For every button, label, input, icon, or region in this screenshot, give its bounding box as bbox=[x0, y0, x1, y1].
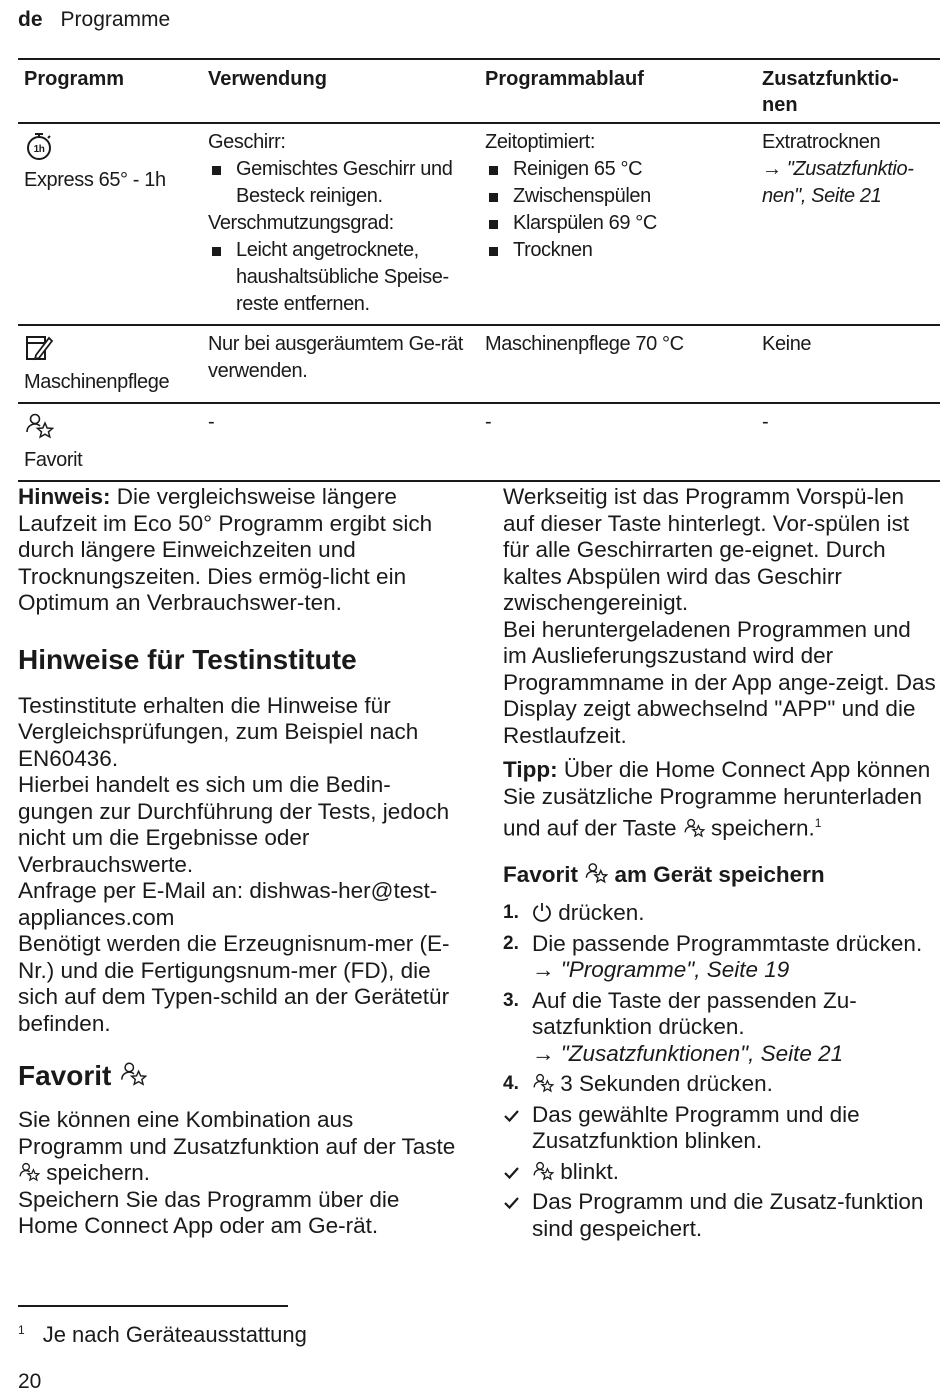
note-label: Hinweis: bbox=[18, 484, 111, 509]
step-number: 4. bbox=[503, 1073, 519, 1094]
cross-reference-link[interactable]: → "Zusatzfunktionen", Seite 21 bbox=[532, 1040, 844, 1066]
checkmark-icon bbox=[503, 1159, 521, 1185]
table-row bbox=[18, 403, 940, 481]
result-text: Das gewählte Programm und die Zusatzfunktion blinken. bbox=[532, 1101, 860, 1153]
heading-favorite-text: Favorit bbox=[18, 1060, 112, 1091]
step-item bbox=[503, 1071, 940, 1098]
footnote-marker: 1 bbox=[814, 816, 822, 830]
step-number: 1. bbox=[503, 902, 519, 923]
step-item bbox=[503, 988, 940, 1068]
steps-list bbox=[503, 900, 940, 1242]
machine-care-icon bbox=[24, 333, 54, 363]
sequence-heading: Zeitoptimiert: bbox=[485, 131, 595, 153]
program-name: Favorit bbox=[24, 449, 83, 471]
download-paragraph: Bei heruntergeladenen Programmen und im Auslieferungszustand wird der Programmname in der App ange-zeigt. Das Display zeigt abwechselnd "APP" und die Restlaufzeit. bbox=[503, 616, 936, 748]
svg-text:1h: 1h bbox=[33, 144, 45, 155]
heading-save-text-a: Favorit bbox=[503, 862, 585, 887]
note-paragraph bbox=[18, 484, 460, 617]
favorite-icon bbox=[18, 1161, 40, 1183]
left-column bbox=[18, 484, 460, 1240]
tip-text-a: Über die Home Connect App können Sie zusätzliche Programme herunterladen und auf der Taste bbox=[503, 757, 931, 841]
list-item: Leicht angetrocknete, haushaltsübliche Speise-reste entfernen. bbox=[208, 237, 473, 318]
stopwatch-1h-icon bbox=[24, 131, 54, 161]
result-text: Das Programm und die Zusatz-funktion sind gespeichert. bbox=[532, 1189, 924, 1241]
favorite-icon bbox=[532, 1160, 554, 1182]
checkmark-icon bbox=[503, 1189, 521, 1215]
footnote-number: 1 bbox=[18, 1322, 25, 1337]
usage-list bbox=[208, 156, 473, 210]
result-text: blinkt. bbox=[554, 1158, 620, 1184]
favorite-paragraph-2: Speichern Sie das Programm über die Home Connect App oder am Ge-rät. bbox=[18, 1186, 400, 1238]
heading-test-institutes: Hinweise für Testinstitute bbox=[18, 643, 357, 675]
step-item bbox=[503, 931, 940, 984]
usage-cell bbox=[202, 123, 479, 325]
column-header-program: Programm bbox=[18, 59, 202, 123]
page-header bbox=[18, 8, 170, 32]
favorite-icon bbox=[119, 1060, 147, 1088]
sequence-cell bbox=[479, 123, 756, 325]
usage-cell: - bbox=[202, 403, 479, 481]
checkmark-icon bbox=[503, 1102, 521, 1128]
favorite-icon bbox=[584, 861, 608, 885]
program-cell bbox=[18, 403, 202, 481]
footnote-text: Je nach Geräteausstattung bbox=[42, 1322, 307, 1347]
program-name: Maschinenpflege bbox=[24, 371, 170, 393]
step-number: 2. bbox=[503, 932, 519, 954]
tip-text-b: speichern. bbox=[704, 815, 815, 841]
program-cell bbox=[18, 123, 202, 325]
right-column bbox=[503, 484, 940, 1246]
cross-reference-link[interactable]: → "Programme", Seite 19 bbox=[532, 957, 790, 982]
list-item: Reinigen 65 °C bbox=[485, 156, 750, 183]
cross-reference-link[interactable]: → "Zusatzfunktio-nen", Seite 21 bbox=[762, 158, 914, 207]
program-name: Express 65° - 1h bbox=[24, 169, 166, 191]
result-item bbox=[503, 1189, 940, 1242]
tip-label: Tipp: bbox=[503, 757, 558, 782]
extra-function: Extratrocknen bbox=[762, 131, 881, 153]
list-item: Gemischtes Geschirr und Besteck reinigen. bbox=[208, 156, 473, 210]
header-extras-label: Zusatzfunktio- nen bbox=[762, 68, 899, 116]
usage-cell: Nur bei ausgeräumtem Ge-rät verwenden. bbox=[202, 325, 479, 403]
test-paragraph-3: Anfrage per E-Mail an: dishwas-her@test-appliances.com bbox=[18, 878, 438, 930]
sequence-cell: - bbox=[479, 403, 756, 481]
favorite-text-b: speichern. bbox=[40, 1160, 151, 1185]
heading-save-text-b: am Gerät speichern bbox=[608, 862, 825, 887]
table-row bbox=[18, 325, 940, 403]
favorite-text-a: Sie können eine Kombination aus Programm und Zusatzfunktion auf der Taste bbox=[18, 1107, 456, 1159]
sequence-cell: Maschinenpflege 70 °C bbox=[479, 325, 756, 403]
tip-paragraph bbox=[503, 757, 940, 842]
sequence-list bbox=[485, 156, 750, 264]
power-icon bbox=[532, 901, 552, 923]
soil-level-list bbox=[208, 237, 473, 318]
favorite-paragraph-1 bbox=[18, 1107, 460, 1187]
column-header-extras bbox=[756, 59, 940, 123]
usage-heading: Geschirr: bbox=[208, 131, 286, 153]
step-text: 3 Sekunden drücken. bbox=[554, 1071, 773, 1096]
table-header-row bbox=[18, 59, 940, 123]
result-item bbox=[503, 1102, 940, 1155]
favorite-icon bbox=[683, 817, 705, 839]
program-table bbox=[18, 58, 940, 482]
extras-cell: - bbox=[756, 403, 940, 481]
favorite-icon bbox=[24, 411, 54, 441]
program-cell bbox=[18, 325, 202, 403]
column-header-sequence: Programmablauf bbox=[479, 59, 756, 123]
favorite-icon bbox=[532, 1072, 554, 1094]
factory-paragraph: Werkseitig ist das Programm Vorspü-len auf dieser Taste hinterlegt. Vor-spülen ist für alle Geschirrarten ge-eignet. Durch kaltes Abspülen wird das Geschirr zwischengereinigt. bbox=[503, 484, 910, 615]
extras-cell bbox=[756, 123, 940, 325]
section-title: Programme bbox=[60, 8, 171, 31]
result-item bbox=[503, 1159, 940, 1186]
test-paragraph-4: Benötigt werden die Erzeugnisnum-mer (E-Nr.) und die Fertigungsnum-mer (FD), die sich auf dem Typen-schild an der Gerätetür befinden. bbox=[18, 931, 450, 1036]
test-paragraph-2: Hierbei handelt es sich um die Bedin-gungen zur Durchführung der Tests, jedoch nicht um die Ergebnisse oder Verbrauchswerte. bbox=[18, 772, 450, 877]
column-header-usage: Verwendung bbox=[202, 59, 479, 123]
soil-level-heading: Verschmutzungsgrad: bbox=[208, 212, 394, 234]
footnote-divider bbox=[18, 1305, 288, 1307]
step-item bbox=[503, 900, 940, 927]
list-item: Klarspülen 69 °C bbox=[485, 210, 750, 237]
heading-save-favorite bbox=[503, 860, 940, 890]
step-text: Auf die Taste der passenden Zu-satzfunktion drücken. bbox=[532, 987, 857, 1039]
page-number: 20 bbox=[18, 1370, 42, 1393]
step-text: Die passende Programmtaste drücken. bbox=[532, 930, 923, 956]
test-paragraph-1: Testinstitute erhalten die Hinweise für Vergleichsprüfungen, zum Beispiel nach EN60436. bbox=[18, 692, 419, 771]
footnote bbox=[18, 1322, 307, 1348]
language-code: de bbox=[18, 8, 43, 31]
step-text: drücken. bbox=[552, 900, 645, 925]
list-item: Trocknen bbox=[485, 237, 750, 264]
note-text: Die vergleichsweise längere Laufzeit im Eco 50° Programm ergibt sich durch längere Einweichzeiten und Trocknungszeiten. Dies ermög-licht ein Optimum an Verbrauchswer-ten. bbox=[18, 484, 433, 615]
step-number: 3. bbox=[503, 989, 519, 1011]
list-item: Zwischenspülen bbox=[485, 183, 750, 210]
table-row bbox=[18, 123, 940, 325]
heading-favorite bbox=[18, 1059, 460, 1093]
extras-cell: Keine bbox=[756, 325, 940, 403]
